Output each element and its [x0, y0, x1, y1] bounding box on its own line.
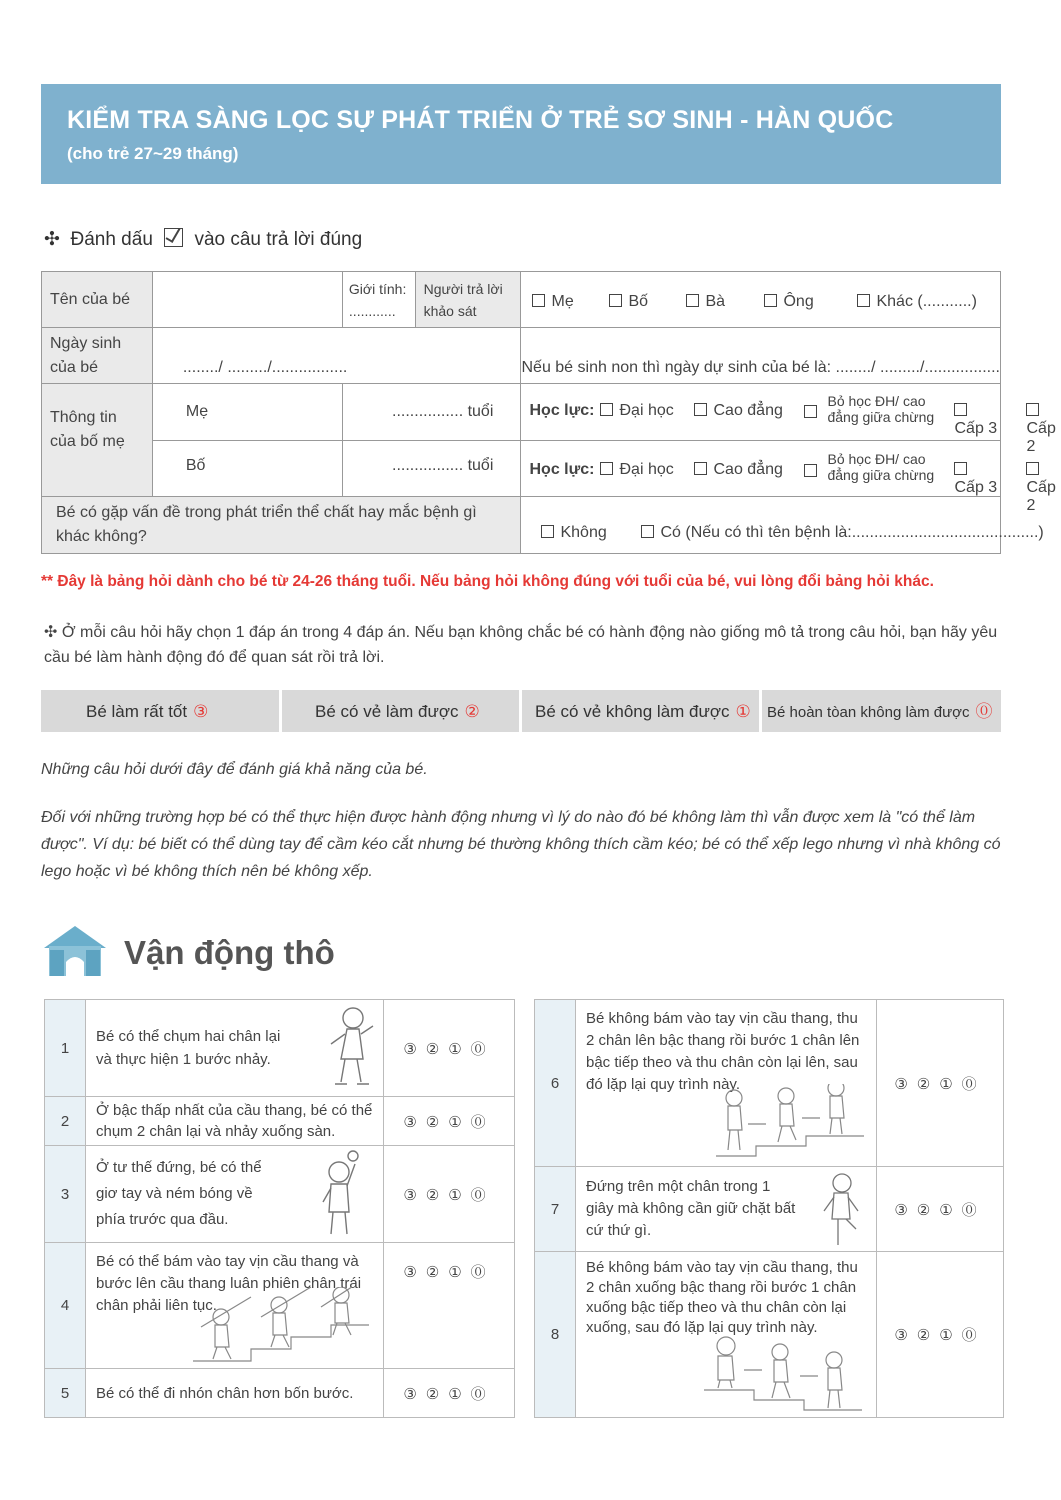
question-3 — [86, 1146, 384, 1243]
section-title: Vận động thô — [124, 934, 335, 971]
question-number: 6 — [535, 1000, 576, 1167]
scale-seems-able: Bé có vẻ làm được ② — [282, 690, 519, 732]
health-no[interactable]: Không — [541, 524, 606, 542]
parents-label: Thông tin của bố mẹ — [42, 384, 153, 497]
question-number: 5 — [45, 1369, 86, 1418]
age-warning: ** Đây là bảng hỏi dành cho bé từ 24-26 tháng tuổi. Nếu bảng hỏi không đúng với tuổi của bé, vui lòng đổi bảng hỏi khác. — [41, 573, 934, 590]
question-8 — [576, 1252, 877, 1418]
answer-options[interactable]: ③②①⓪ — [384, 1369, 515, 1418]
due-date-field[interactable]: Nếu bé sinh non thì ngày dự sinh của bé là: ......../ ........./................. — [521, 328, 1001, 384]
answer-instruction: ✣ Ở mỗi câu hỏi hãy chọn 1 đáp án trong 4 đáp án. Nếu bạn không chắc bé có hành động nào giống mô tả trong câu hỏi, bạn hãy yêu cầu bé làm hành động đó để quan sát rồi trả lời. — [44, 624, 998, 666]
scale-seems-unable: Bé có vẻ không làm được ① — [522, 690, 759, 732]
respondent-grandfather[interactable]: Ông — [764, 272, 813, 332]
answer-options[interactable]: ③②①⓪ — [384, 1243, 515, 1369]
answer-options[interactable]: ③②①⓪ — [384, 1000, 515, 1097]
father-edu-middle[interactable]: Cấp 2 — [1026, 461, 1055, 515]
question-4 — [86, 1243, 384, 1369]
house-icon — [44, 926, 106, 976]
child-climbing-stairs-icon — [191, 1287, 371, 1365]
answer-options[interactable]: ③②①⓪ — [877, 1167, 1004, 1252]
checkmark-box-icon — [164, 228, 183, 247]
child-throwing-icon — [315, 1150, 371, 1240]
father-label: Bố — [152, 441, 342, 497]
question-number: 4 — [45, 1243, 86, 1369]
father-edu-dropout: Bỏ học ĐH/ cao đẳng giữa chừng — [827, 451, 935, 483]
child-jumping-icon — [317, 1004, 377, 1092]
mother-edu-middle[interactable]: Cấp 2 — [1026, 402, 1055, 456]
question-2: Ở bậc thấp nhất của cầu thang, bé có thể chụm 2 chân lại và nhảy xuống sàn. — [86, 1097, 384, 1146]
mother-edu-dropout: Bỏ học ĐH/ cao đẳng giữa chừng — [827, 393, 935, 425]
name-field[interactable] — [152, 272, 342, 328]
answer-options[interactable]: ③②①⓪ — [877, 1000, 1004, 1167]
respondent-mother[interactable]: Mẹ — [532, 272, 573, 332]
child-descending-stairs-icon — [704, 1336, 864, 1414]
scale-not-able: Bé hoàn tòan không làm được ⓪ — [762, 690, 1001, 732]
health-options — [521, 497, 1044, 554]
instruction-post: vào câu trả lời đúng — [194, 229, 363, 250]
scale-very-good: Bé làm rất tốt ③ — [41, 690, 279, 732]
instruction-line — [44, 228, 362, 251]
dob-label: Ngày sinh của bé — [42, 328, 153, 384]
page-title: KIỂM TRA SÀNG LỌC SỰ PHÁT TRIỂN Ở TRẺ SƠ SINH - HÀN QUỐC — [67, 106, 894, 134]
respondent-other[interactable]: Khác (...........) — [857, 272, 976, 332]
question-text: Bé không bám vào tay vịn cầu thang, thu 2 chân xuống bậc thang rồi bước 1 chân xuống bậc tiếp theo và thu chân còn lại xuống, sau đó lặp lại quy trình này. — [586, 1259, 858, 1336]
gender-label: Giới tính: — [348, 280, 407, 297]
paragraph-intro: Những câu hỏi dưới đây để đánh giá khả năng của bé. — [41, 761, 428, 778]
question-7 — [576, 1167, 877, 1252]
mother-label: Mẹ — [152, 384, 342, 441]
question-text: Bé có thể chụm hai chân lại và thực hiện 1 bước nhảy. — [96, 1028, 281, 1068]
answer-options[interactable]: ③②①⓪ — [384, 1097, 515, 1146]
question-number: 3 — [45, 1146, 86, 1243]
health-yes[interactable]: Có (Nếu có thì tên bệnh là:..........................................) — [641, 524, 1043, 542]
respondent-options — [521, 272, 1001, 328]
paragraph-explanation: Đối với những trường hợp bé có thể thực hiện được hành động nhưng vì lý do nào đó bé không làm thì vẫn được xem là "có thể làm được". Ví dụ: bé biết có thể dùng tay để cầm kéo cắt nhưng bé thường không thích cầm kéo; bé có thể xếp lego nhưng vì nhà không có lego hoặc vì bé không thích nên bé không xếp. — [41, 809, 1001, 880]
bullet-icon: ✣ — [44, 229, 60, 250]
father-edu-label: Học lực: — [529, 461, 595, 478]
question-text: Đứng trên một chân trong 1 giây mà không cần giữ chặt bất cứ thứ gì. — [586, 1178, 796, 1239]
mother-edu-label: Học lực: — [529, 402, 595, 419]
header-banner — [41, 84, 1001, 184]
respondent-grandmother[interactable]: Bà — [686, 272, 725, 332]
respondent-father[interactable]: Bố — [609, 272, 648, 332]
answer-options[interactable]: ③②①⓪ — [384, 1146, 515, 1243]
question-text: Bé không bám vào tay vịn cầu thang, thu 2 chân lên bậc thang rồi bước 1 chân lên bậc tiếp theo và thu chân còn lại lên, sau đó lặp lại quy trình này. — [586, 1010, 860, 1093]
question-6 — [576, 1000, 877, 1167]
dob-field[interactable]: ......../ ........./................. — [152, 328, 521, 384]
question-text: Ở tư thế đứng, bé có thể giơ tay và ném bóng về phía trước qua đầu. — [96, 1159, 262, 1228]
mother-edu-college[interactable]: Cao đẳng — [694, 402, 782, 420]
father-edu-dropout-box[interactable] — [804, 463, 823, 481]
health-question: Bé có gặp vấn đề trong phát triển thể chất hay mắc bệnh gì khác không? — [42, 497, 521, 554]
question-text: Bé có thể bám vào tay vịn cầu thang và bước lên cầu thang luân phiên chân trái chân phải liên tục. — [96, 1253, 362, 1314]
father-edu-college[interactable]: Cao đẳng — [694, 461, 782, 479]
child-one-leg-icon — [818, 1171, 866, 1249]
mother-edu-university[interactable]: Đại học — [600, 402, 673, 420]
question-number: 2 — [45, 1097, 86, 1146]
child-stepping-stairs-icon — [716, 1084, 866, 1160]
gender-blank: ............ — [348, 302, 396, 319]
father-edu-university[interactable]: Đại học — [600, 461, 673, 479]
instruction-pre: Đánh dấu — [70, 229, 153, 250]
mother-age[interactable]: ................ tuổi — [342, 384, 521, 441]
question-number: 1 — [45, 1000, 86, 1097]
respondent-label: Người trả lời khảo sát — [415, 272, 521, 328]
question-1 — [86, 1000, 384, 1097]
page-subtitle: (cho trẻ 27~29 tháng) — [67, 144, 239, 163]
mother-edu-high[interactable]: Cấp 3 — [954, 402, 1000, 438]
mother-education — [521, 384, 1056, 455]
info-table — [41, 271, 1056, 554]
name-label: Tên của bé — [42, 272, 153, 328]
answer-scale — [41, 690, 1001, 732]
father-age[interactable]: ................ tuổi — [342, 441, 521, 497]
gender-field[interactable] — [342, 272, 415, 328]
father-edu-high[interactable]: Cấp 3 — [954, 461, 1000, 497]
question-number: 8 — [535, 1252, 576, 1418]
mother-edu-dropout-box[interactable] — [804, 404, 823, 422]
question-table-right — [534, 999, 1004, 1418]
question-table-left — [44, 999, 515, 1418]
question-number: 7 — [535, 1167, 576, 1252]
father-education — [521, 441, 1056, 514]
question-5: Bé có thể đi nhón chân hơn bốn bước. — [86, 1369, 384, 1418]
answer-options[interactable]: ③②①⓪ — [877, 1252, 1004, 1418]
